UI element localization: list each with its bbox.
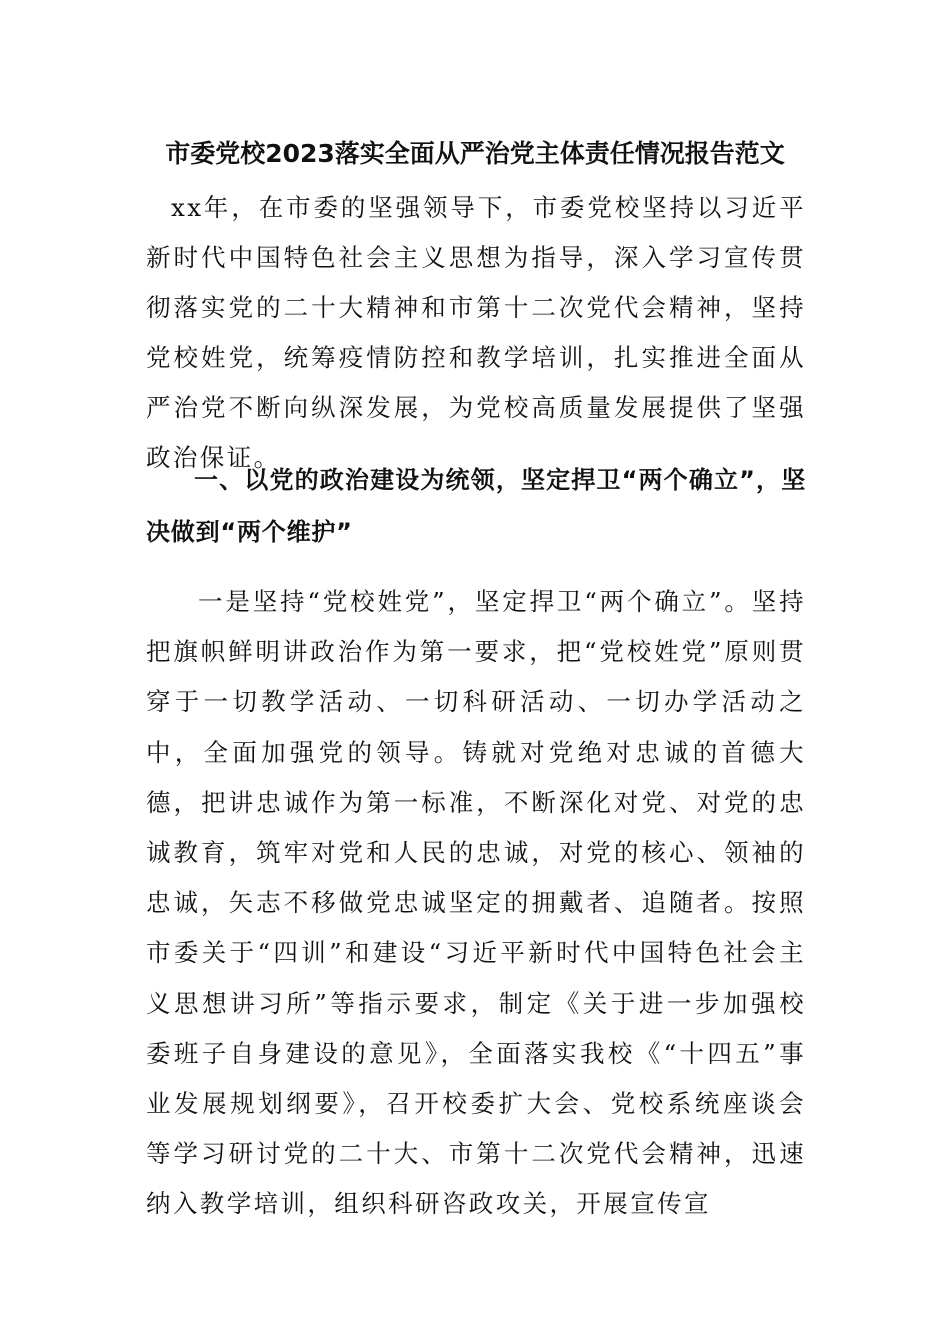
section-heading: 一、以党的政治建设为统领，坚定捍卫“两个确立”，坚决做到“两个维护”: [146, 466, 806, 546]
intro-paragraph: xx年，在市委的坚强领导下，市委党校坚持以习近平新时代中国特色社会主义思想为指导，深入学习宣传贯彻落实党的二十大精神和市第十二次党代会精神，坚持党校姓党，统筹疫情防控和教学培训，扎实推进全面从严治党不断向纵深发展，为党校高质量发展提供了坚强政治保证。: [146, 193, 806, 472]
section-paragraph: 一是坚持“党校姓党”，坚定捍卫“两个确立”。坚持把旗帜鲜明讲政治作为第一要求，把“党校姓党”原则贯穿于一切教学活动、一切科研活动、一切办学活动之中，全面加强党的领导。铸就对党绝对忠诚的首德大德，把讲忠诚作为第一标准，不断深化对党、对党的忠诚教育，筑牢对党和人民的忠诚，对党的核心、领袖的忠诚，矢志不移做党忠诚坚定的拥戴者、追随者。按照市委关于“四训”和建设“习近平新时代中国特色社会主义思想讲习所”等指示要求，制定《关于进一步加强校委班子自身建设的意见》，全面落实我校《“十四五”事业发展规划纲要》，召开校委扩大会、党校系统座谈会等学习研讨党的二十大、市第十二次党代会精神，迅速纳入教学培训，组织科研咨政攻关，开展宣传宣: [146, 587, 806, 1219]
document-title: 市委党校2023落实全面从严治党主体责任情况报告范文: [165, 139, 785, 168]
